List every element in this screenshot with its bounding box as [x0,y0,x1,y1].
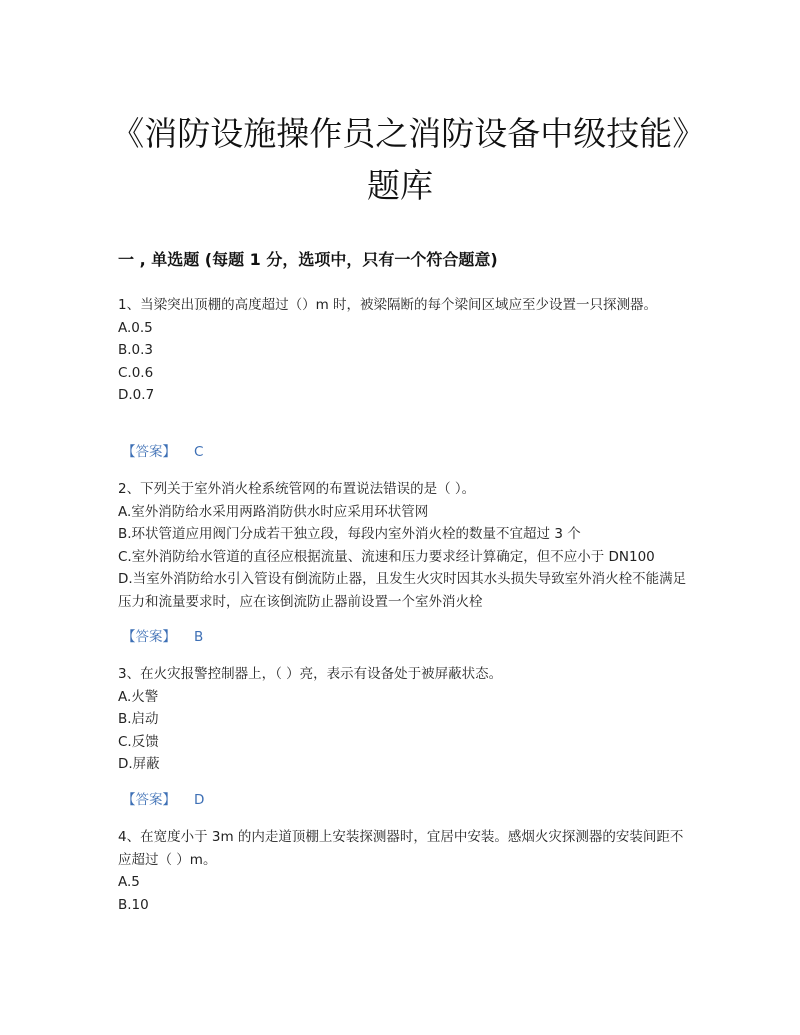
option-list [118,871,688,916]
option-c: C.反馈 [118,733,159,750]
option-a: A.5 [118,874,140,890]
option-list [118,317,688,407]
answer-label: 【答案】 [122,792,176,808]
option-list [118,501,688,614]
question-stem: 3、在火灾报警控制器上，（ ）亮，表示有设备处于被屏蔽状态。 [118,666,503,682]
option-b: B.启动 [118,711,159,727]
option-c: C.室外消防给水管道的直径应根据流量、流速和压力要求经计算确定，但不应小于 DN100 [118,548,655,565]
document-title: 《消防设施操作员之消防设备中级技能》题库 [111,114,689,205]
question-stem: 4、在宽度小于 3m 的内走道顶棚上安装探测器时，宜居中安装。感烟火灾探测器的安装间距不应超过（ ）m。 [118,829,684,868]
answer-value: D [194,792,205,808]
option-list [118,686,688,776]
answer-1 [122,442,203,462]
option-c: C.0.6 [118,364,154,381]
option-a: A.0.5 [118,319,153,336]
question-3 [118,663,688,776]
answer-value: C [194,444,204,460]
question-stem: 1、当梁突出顶棚的高度超过（）m 时，被梁隔断的每个梁间区域应至少设置一只探测器。 [118,297,658,313]
option-b: B.0.3 [118,342,154,358]
question-4 [118,826,688,916]
option-d: D.当室外消防给水引入管设有倒流防止器，且发生火灾时因其水头损失导致室外消火栓不能满足压力和流量要求时，应在该倒流防止器前设置一个室外消火栓 [118,571,687,610]
answer-3 [122,790,204,810]
answer-2 [122,627,203,647]
option-b: B.10 [118,896,149,913]
section-heading: 一 , 单选题 (每题 1 分，选项中，只有一个符合题意) [118,250,498,269]
answer-label: 【答案】 [122,629,176,645]
option-b: B.环状管道应用阀门分成若干独立段，每段内室外消火栓的数量不宜超过 3 个 [118,526,581,542]
option-a: A.火警 [118,688,159,705]
answer-label: 【答案】 [122,444,176,460]
question-1 [118,294,688,407]
question-stem: 2、下列关于室外消火栓系统管网的布置说法错误的是（ ）。 [118,481,476,497]
option-d: D.屏蔽 [118,756,160,772]
question-2 [118,478,688,613]
option-a: A.室外消防给水采用两路消防供水时应采用环状管网 [118,503,429,520]
option-d: D.0.7 [118,387,155,403]
answer-value: B [194,629,204,645]
